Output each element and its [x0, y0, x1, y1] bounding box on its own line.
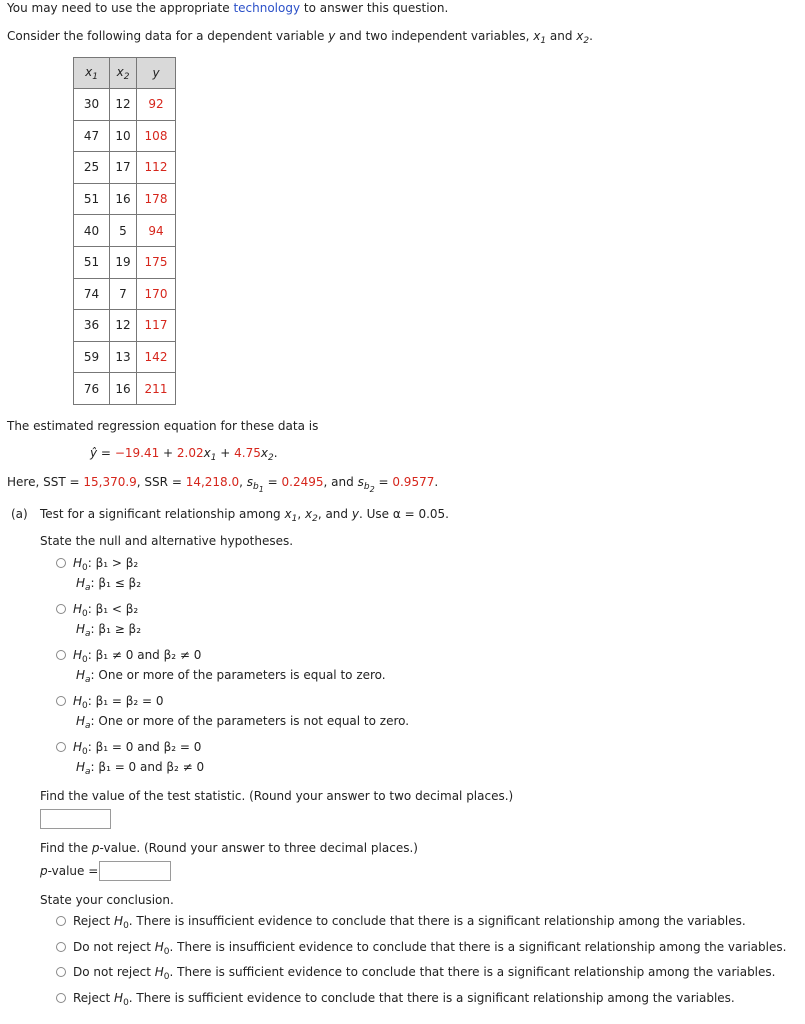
conclusion-option-2[interactable]: Do not reject $H_0$. There is insufficient evidence to conclude that there is a significant relationship among the variables.	[56, 940, 786, 957]
hypothesis-option-3-ha: $H_a$: One or more of the parameters is equal to zero.	[76, 668, 386, 685]
cell-y: 117	[137, 310, 176, 342]
radio-button[interactable]	[56, 942, 66, 952]
cell-y: 112	[137, 152, 176, 184]
sb2-value: 0.9577	[392, 475, 435, 489]
cell-y: 211	[137, 373, 176, 405]
table-row	[74, 89, 176, 121]
conclusion-option-1[interactable]: Reject $H_0$. There is insufficient evidence to conclude that there is a significant relationship among the variables.	[56, 914, 746, 931]
conclusion-prompt: State your conclusion.	[40, 893, 174, 907]
table-row	[74, 120, 176, 152]
intro-line-2: Consider the following data for a dependent variable y and two independent variables, $x_1$ and $x_2$.	[7, 29, 593, 46]
table-row	[74, 278, 176, 310]
data-table	[73, 57, 176, 405]
part-a-question: Test for a significant relationship among $x_1$, $x_2$, and y. Use α = 0.05.	[40, 507, 449, 524]
header-x1: $x_1$	[74, 58, 110, 89]
radio-button[interactable]	[56, 993, 66, 1003]
cell-y: 142	[137, 341, 176, 373]
table-row	[74, 373, 176, 405]
hypothesis-option-1-ha: $H_a$: β₁ ≤ β₂	[76, 576, 142, 593]
hypothesis-option-4[interactable]: $H_0$: β₁ = β₂ = 0	[56, 694, 164, 711]
part-a-label: (a)	[11, 507, 28, 521]
cell-y: 175	[137, 246, 176, 278]
hypothesis-option-3[interactable]: $H_0$: β₁ ≠ 0 and β₂ ≠ 0	[56, 648, 201, 665]
regression-intro: The estimated regression equation for these data is	[7, 419, 319, 433]
table-row	[74, 183, 176, 215]
cell-x1: 47	[74, 120, 110, 152]
stats-line: Here, SST = 15,370.9, SSR = 14,218.0, $s_{b_1} = 0.2495$, and $s_{b_2} = 0.9577$.	[7, 475, 439, 494]
cell-y: 94	[137, 215, 176, 247]
table-row	[74, 310, 176, 342]
cell-x2: 16	[110, 183, 137, 215]
cell-x2: 7	[110, 278, 137, 310]
hypothesis-option-5-ha: $H_a$: β₁ = 0 and β₂ ≠ 0	[76, 760, 205, 777]
header-x2: $x_2$	[110, 58, 137, 89]
cell-x1: 51	[74, 246, 110, 278]
cell-x2: 17	[110, 152, 137, 184]
hypothesis-option-2[interactable]: $H_0$: β₁ < β₂	[56, 602, 138, 619]
table-row	[74, 215, 176, 247]
cell-y: 108	[137, 120, 176, 152]
regression-equation: ŷ = $-19.41 + 2.02x_1 + 4.75x_2$.	[90, 446, 278, 463]
table-row	[74, 152, 176, 184]
radio-button[interactable]	[56, 558, 66, 568]
sst-value: 15,370.9	[83, 475, 137, 489]
radio-button[interactable]	[56, 650, 66, 660]
cell-x2: 12	[110, 310, 137, 342]
table-row	[74, 246, 176, 278]
header-y: y	[137, 58, 176, 89]
cell-x2: 13	[110, 341, 137, 373]
hypothesis-option-2-ha: $H_a$: β₁ ≥ β₂	[76, 622, 142, 639]
hypothesis-option-1[interactable]: $H_0$: β₁ > β₂	[56, 556, 138, 573]
cell-x1: 25	[74, 152, 110, 184]
radio-button[interactable]	[56, 967, 66, 977]
test-statistic-prompt: Find the value of the test statistic. (Round your answer to two decimal places.)	[40, 789, 514, 803]
cell-x1: 59	[74, 341, 110, 373]
radio-button[interactable]	[56, 742, 66, 752]
radio-button[interactable]	[56, 916, 66, 926]
sb1-value: 0.2495	[281, 475, 324, 489]
cell-x2: 12	[110, 89, 137, 121]
cell-x2: 19	[110, 246, 137, 278]
cell-x2: 16	[110, 373, 137, 405]
cell-y: 178	[137, 183, 176, 215]
cell-x2: 10	[110, 120, 137, 152]
hypothesis-option-4-ha: $H_a$: One or more of the parameters is not equal to zero.	[76, 714, 410, 731]
radio-button[interactable]	[56, 696, 66, 706]
radio-button[interactable]	[56, 604, 66, 614]
pvalue-label: p-value =	[40, 864, 99, 878]
conclusion-option-3[interactable]: Do not reject $H_0$. There is sufficient evidence to conclude that there is a significant relationship among the variables.	[56, 965, 775, 982]
cell-x1: 36	[74, 310, 110, 342]
cell-x1: 76	[74, 373, 110, 405]
cell-x1: 74	[74, 278, 110, 310]
pvalue-prompt: Find the p-value. (Round your answer to three decimal places.)	[40, 841, 418, 855]
cell-x1: 40	[74, 215, 110, 247]
state-hypotheses-label: State the null and alternative hypotheses.	[40, 534, 294, 548]
ssr-value: 14,218.0	[185, 475, 240, 489]
conclusion-option-4[interactable]: Reject $H_0$. There is sufficient evidence to conclude that there is a significant relationship among the variables.	[56, 991, 735, 1008]
cell-x1: 51	[74, 183, 110, 215]
cell-y: 170	[137, 278, 176, 310]
intro-line-1: You may need to use the appropriate technology to answer this question.	[7, 1, 449, 15]
table-row	[74, 341, 176, 373]
cell-y: 92	[137, 89, 176, 121]
cell-x2: 5	[110, 215, 137, 247]
hypothesis-option-5[interactable]: $H_0$: β₁ = 0 and β₂ = 0	[56, 740, 201, 757]
pvalue-input[interactable]	[99, 861, 171, 881]
technology-link[interactable]: technology	[233, 1, 301, 15]
test-statistic-input[interactable]	[40, 809, 111, 829]
cell-x1: 30	[74, 89, 110, 121]
